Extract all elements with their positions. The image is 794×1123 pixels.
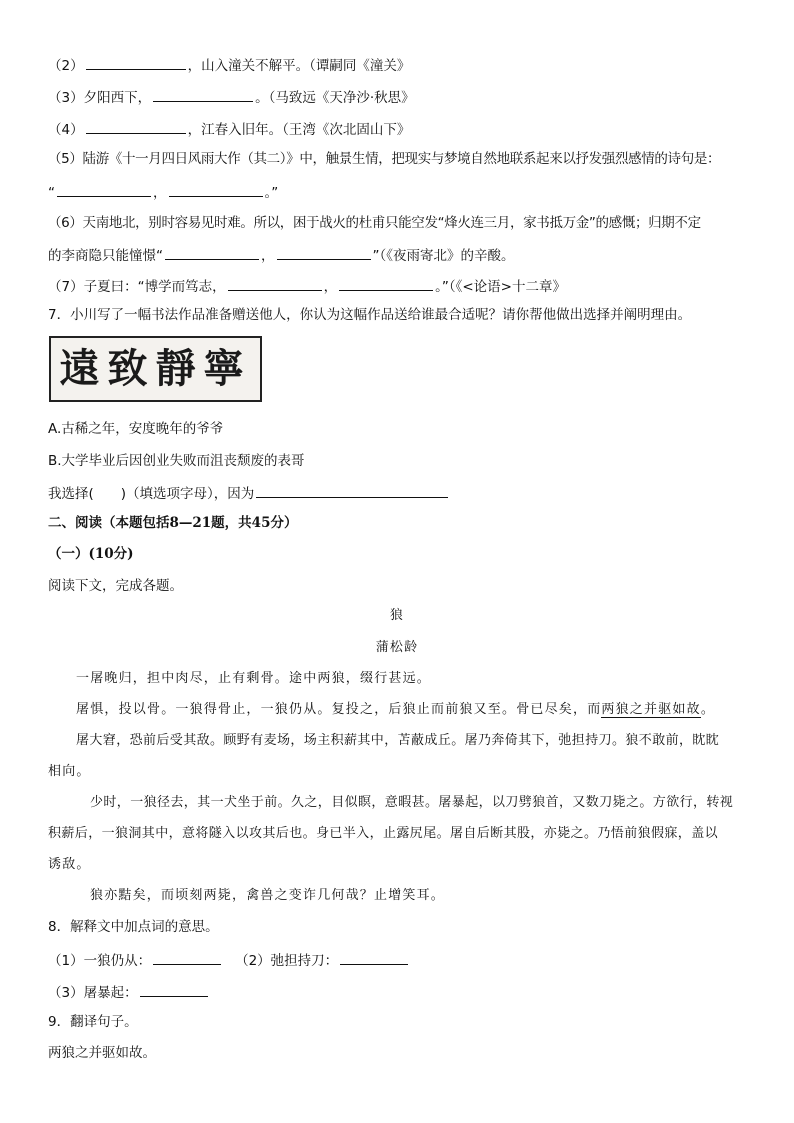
answer-blank[interactable] [277, 245, 371, 260]
poem-q2 [48, 55, 754, 75]
q2-text: ，山入潼关不解平。（谭嗣同《潼关》 [187, 58, 411, 74]
p2-text: 屠惧，投以骨。一狼得骨止，一狼仍从。复投之，后狼止而前狼又至。骨已尽矣，而 [76, 702, 602, 717]
poem-q4 [48, 119, 754, 139]
paragraph-4-line-2: 积薪后，一狼洞其中，意将隧入以攻其后也。身已半入，止露尻尾。屠自后断其股，亦毙之。乃悟前狼假寐，盖以 [48, 826, 719, 841]
paragraph-3-line-1: 屠大窘，恐前后受其敌。顾野有麦场，场主积薪其中，苫蔽成丘。屠乃奔倚其下，弛担持刀。狼不敢前，眈眈 [76, 733, 720, 748]
q8-item-2: （2）弛担持刀： [235, 953, 339, 969]
answer-blank[interactable] [86, 119, 186, 134]
q6-source: ”（《夜雨寄北》的辛酸。 [372, 248, 515, 264]
poem-q3 [48, 87, 754, 107]
answer-blank[interactable] [228, 276, 322, 291]
q4-text: ，江春入旧年。（王湾《次北固山下》 [187, 122, 411, 138]
question-9-prompt: 9．翻译句子。 [48, 1014, 138, 1030]
answer-blank[interactable] [140, 982, 208, 997]
q7-pre-text: （7）子夏曰：“博学而笃志， [48, 279, 226, 295]
choice-text: 我选择( )（填选项字母），因为 [48, 486, 255, 502]
paragraph-5: 狼亦黠矣，而顷刻两毙，禽兽之变诈几何哉？止增笑耳。 [90, 888, 446, 903]
q7-source: 。”（《<论语>十二章》 [435, 279, 566, 295]
q3-source: 。（马致远《天净沙·秋思》 [255, 90, 415, 106]
section-part: （一）(10分) [48, 546, 134, 562]
answer-blank[interactable] [339, 276, 433, 291]
option-a: A.古稀之年，安度晚年的爷爷 [48, 421, 224, 437]
poem-q6-answer [48, 245, 754, 265]
answer-blank[interactable] [57, 182, 151, 197]
paragraph-3-line-2: 相向。 [48, 764, 91, 779]
calligraphy-text: 遠致靜寧 [59, 345, 252, 392]
paragraph-1: 一屠晚归，担中肉尽，止有剩骨。途中两狼，缀行甚远。 [76, 671, 432, 686]
question-7-prompt: 7．小川写了一幅书法作品准备赠送他人，你认为这幅作品送给谁最合适呢？请你帮他做出选择并阐明理由。 [48, 307, 692, 323]
choice-line [48, 483, 754, 503]
q4-number: （4） [48, 122, 84, 138]
open-quote: “ [48, 185, 55, 201]
question-8-row-2 [48, 982, 754, 1002]
answer-blank[interactable] [256, 483, 448, 498]
paragraph-2 [76, 701, 754, 719]
close-quote: 。” [264, 185, 279, 201]
answer-blank[interactable] [169, 182, 263, 197]
q8-item-1: （1）一狼仍从： [48, 953, 152, 969]
poem-q7 [48, 276, 754, 296]
paragraph-4-line-3: 诱敌。 [48, 857, 91, 872]
poem-q5-answer [48, 182, 754, 202]
answer-blank[interactable] [153, 950, 221, 965]
instruction: 阅读下文，完成各题。 [48, 578, 183, 594]
answer-blank[interactable] [165, 245, 259, 260]
answer-blank[interactable] [340, 950, 408, 965]
q6-pre-text: 的李商隐只能憧憬“ [48, 248, 163, 264]
p2-end: 。 [700, 702, 716, 717]
answer-blank[interactable] [86, 55, 186, 70]
calligraphy-artwork [49, 336, 262, 402]
q3-text: （3）夕阳西下， [48, 90, 152, 106]
option-b: B.大学毕业后因创业失败而沮丧颓废的表哥 [48, 453, 305, 469]
question-9-sentence: 两狼之并驱如故。 [48, 1045, 156, 1061]
answer-blank[interactable] [153, 87, 253, 102]
article-author: 蒲松龄 [375, 640, 419, 655]
poem-q5-prompt: （5）陆游《十一月四日风雨大作（其二）》中，触景生情，把现实与梦境自然地联系起来以抒发强烈感情的诗句是： [48, 151, 721, 167]
underlined-sentence: 两狼之并驱如故 [601, 702, 701, 717]
comma: ， [323, 279, 338, 295]
q2-number: （2） [48, 58, 84, 74]
poem-q6-prompt: （6）天南地北，别时容易见时难。所以，困于战火的杜甫只能空发“烽火连三月，家书抵万金”的感慨；归期不定 [48, 215, 701, 231]
comma: ， [261, 248, 275, 264]
question-8-prompt: 8．解释文中加点词的意思。 [48, 919, 219, 935]
q8-item-3: （3）屠暴起： [48, 985, 138, 1001]
question-8-row-1 [48, 950, 754, 970]
section-title: 二、阅读（本题包括8—21题，共45分） [48, 515, 298, 531]
comma: ， [153, 185, 167, 201]
paragraph-4-line-1: 少时，一狼径去，其一犬坐于前。久之，目似瞑，意暇甚。屠暴起，以刀劈狼首，又数刀毙之。方欲行，转视 [90, 795, 734, 810]
article-title: 狼 [389, 608, 405, 623]
